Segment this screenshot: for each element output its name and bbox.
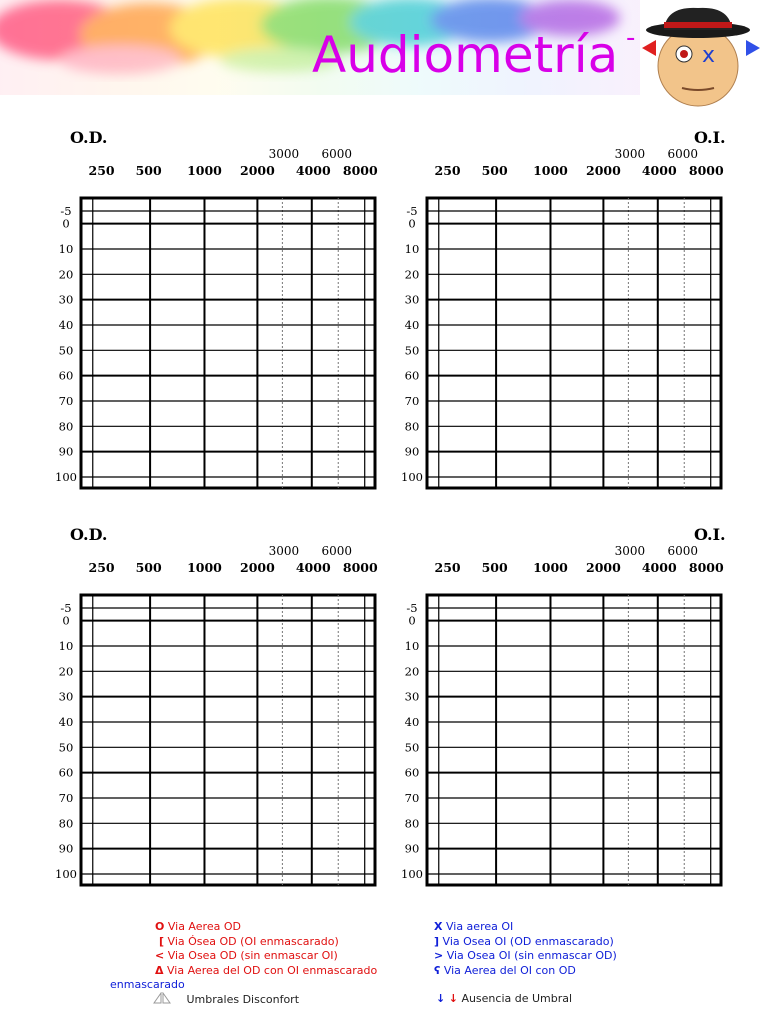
db-label: 40 (404, 318, 420, 332)
freq-label: 1000 (533, 560, 568, 575)
db-label: -5 (60, 601, 72, 615)
freq-label: 250 (88, 163, 115, 178)
freq-label: 1000 (187, 560, 222, 575)
db-label: 90 (404, 841, 420, 856)
freq-label: 500 (135, 560, 162, 575)
audiogram-oi-top (390, 120, 730, 500)
mascot-cross-mark: x (702, 43, 716, 68)
freq-label: 8000 (342, 560, 378, 575)
freq-inter-label: 6000 (667, 544, 699, 558)
freq-label: 250 (434, 163, 461, 178)
audiogram-svg (44, 120, 384, 500)
freq-label: 4000 (641, 163, 677, 178)
db-label: 30 (404, 689, 420, 704)
db-label: 20 (404, 267, 420, 282)
legend-text: Via Osea OI (OD enmascarado) (442, 934, 614, 948)
legend-symbol: > (434, 949, 444, 963)
db-label: -5 (60, 204, 72, 218)
freq-label: 4000 (295, 163, 331, 178)
legend-absence-text: Ausencia de Umbral (461, 992, 573, 1005)
mascot-dash-mark: - (626, 23, 636, 53)
freq-inter-label: 6000 (321, 544, 353, 558)
audiogram-svg (390, 517, 730, 897)
db-label: 20 (404, 664, 420, 679)
db-label: 60 (404, 368, 420, 383)
db-label: 100 (401, 867, 423, 881)
legend-symbol: O (155, 920, 165, 933)
legend-item (155, 935, 377, 950)
db-label: 90 (58, 841, 74, 856)
legend-symbol: X (434, 920, 443, 933)
freq-label: 8000 (688, 163, 724, 178)
db-label: 50 (58, 740, 74, 755)
db-label: 40 (58, 318, 74, 332)
db-label: 20 (58, 664, 74, 679)
grid-frame (81, 595, 375, 885)
freq-label: 1000 (187, 163, 222, 178)
db-label: 40 (404, 715, 420, 729)
disconfort-triangle-icon (153, 992, 171, 1004)
db-label: 20 (58, 267, 74, 282)
db-label: 0 (408, 613, 416, 628)
freq-label: 8000 (342, 163, 378, 178)
audiogram-oi-bottom (390, 517, 730, 897)
db-label: 0 (408, 216, 416, 231)
legend-item (434, 935, 617, 950)
db-label: 50 (58, 343, 74, 358)
freq-label: 2000 (586, 163, 621, 178)
legend-disconfort-text: Umbrales Disconfort (186, 993, 300, 1006)
legend-item (434, 964, 617, 979)
legend-disconfort (153, 992, 299, 1008)
legend-symbol: ʕ (434, 963, 441, 977)
legend-symbol: Δ (155, 963, 164, 977)
db-label: 10 (58, 242, 74, 256)
db-label: 30 (58, 689, 74, 704)
grid-frame (427, 595, 721, 885)
legend-text: Via Aerea del OD con OI enmascarado (167, 963, 378, 977)
legend-text: Via Aerea del OI con OD (443, 963, 576, 977)
db-label: 10 (58, 639, 74, 653)
db-label: 10 (404, 242, 420, 256)
legend-text: Via Osea OD (sin enmascar OI) (167, 949, 338, 963)
db-label: 100 (55, 867, 77, 881)
db-label: 90 (404, 444, 420, 459)
audiogram-od-top (44, 120, 384, 500)
freq-label: 250 (434, 560, 461, 575)
freq-label: 1000 (533, 163, 568, 178)
db-label: 10 (404, 639, 420, 653)
db-label: 100 (55, 470, 77, 484)
freq-inter-label: 3000 (268, 147, 300, 161)
legend-text: Via Aerea OD (167, 920, 241, 933)
db-label: 40 (58, 715, 74, 729)
db-label: 70 (404, 791, 420, 805)
db-label: 80 (58, 816, 74, 831)
freq-label: 8000 (688, 560, 724, 575)
legend-item (155, 964, 377, 979)
page-title: Audiometría (312, 26, 619, 84)
freq-label: 250 (88, 560, 115, 575)
legend-absence (436, 992, 572, 1007)
freq-label: 2000 (240, 560, 275, 575)
db-label: 60 (404, 765, 420, 780)
freq-label: 500 (481, 560, 508, 575)
db-label: 80 (404, 816, 420, 831)
db-label: 60 (58, 765, 74, 780)
legend-item (434, 920, 617, 935)
legend-right (434, 920, 617, 978)
legend-left (155, 920, 377, 978)
mascot-face-icon (620, 0, 768, 112)
audiogram-od-bottom (44, 517, 384, 897)
db-label: 70 (58, 394, 74, 408)
legend-symbol: ] (434, 934, 440, 948)
arrow-down-icon: ↓ (448, 992, 458, 1005)
freq-label: 4000 (295, 560, 331, 575)
ear-label: O.D. (70, 128, 108, 147)
legend-item (155, 949, 377, 964)
legend-item (155, 920, 377, 935)
grid-frame (81, 198, 375, 488)
freq-inter-label: 6000 (667, 147, 699, 161)
db-label: 90 (58, 444, 74, 459)
legend-text: Via aerea OI (445, 920, 514, 933)
legend-symbol: < (155, 949, 165, 963)
db-label: 0 (62, 216, 70, 231)
grid-frame (427, 198, 721, 488)
ear-label: O.D. (70, 525, 108, 544)
db-label: 50 (404, 343, 420, 358)
audiogram-svg (390, 120, 730, 500)
db-label: 60 (58, 368, 74, 383)
db-label: 80 (58, 419, 74, 434)
db-label: 70 (58, 791, 74, 805)
legend-text: Via Ósea OD (OI enmascarado) (167, 934, 339, 948)
arrow-down-icon: ↓ (436, 992, 446, 1005)
legend-symbol: [ (159, 934, 165, 948)
ear-label: O.I. (694, 525, 726, 544)
db-label: 100 (401, 470, 423, 484)
legend-text: Via Osea OI (sin enmascar OD) (446, 949, 617, 963)
legend-overflow-text: enmascarado (110, 978, 185, 991)
ear-label: O.I. (694, 128, 726, 147)
freq-inter-label: 3000 (614, 147, 646, 161)
freq-label: 2000 (586, 560, 621, 575)
db-label: 30 (404, 292, 420, 307)
db-label: -5 (406, 601, 418, 615)
freq-label: 4000 (641, 560, 677, 575)
db-label: 70 (404, 394, 420, 408)
freq-inter-label: 3000 (268, 544, 300, 558)
freq-label: 500 (481, 163, 508, 178)
db-label: 50 (404, 740, 420, 755)
freq-label: 2000 (240, 163, 275, 178)
legend-item (434, 949, 617, 964)
db-label: 30 (58, 292, 74, 307)
db-label: 0 (62, 613, 70, 628)
audiogram-svg (44, 517, 384, 897)
freq-inter-label: 6000 (321, 147, 353, 161)
db-label: -5 (406, 204, 418, 218)
db-label: 80 (404, 419, 420, 434)
freq-label: 500 (135, 163, 162, 178)
freq-inter-label: 3000 (614, 544, 646, 558)
